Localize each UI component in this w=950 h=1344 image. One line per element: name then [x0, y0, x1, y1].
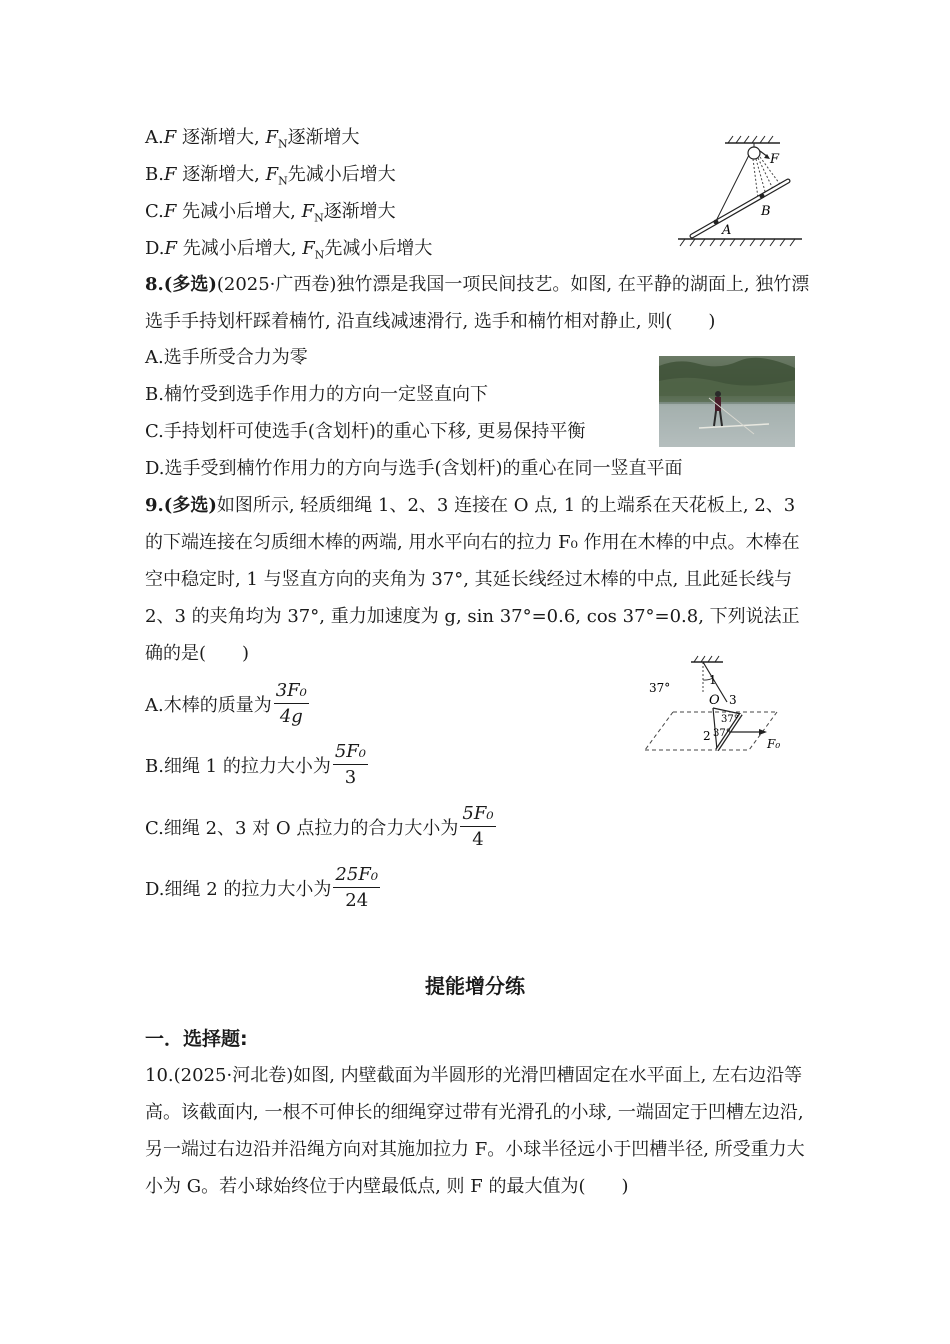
fraction: $\frac{\text{5F₀}}{4}$ — [462, 803, 494, 850]
pulley-icon — [748, 147, 760, 159]
section-heading: 一．选择题: — [145, 1028, 248, 1050]
q8-option-a: A.选手所受合力为零 — [145, 347, 308, 368]
fraction: $\frac{\text{3F₀}}{4g}$ — [275, 680, 307, 727]
q7-option-a: A.F 逐渐增大, $F_N$逐渐增大 — [145, 127, 360, 151]
q7-option-d: D.F 先减小后增大, $F_N$先减小后增大 — [145, 238, 433, 262]
q9-option-d: D.细绳 2 的拉力大小为 $\frac{\text{25F₀}}{24}$ — [145, 864, 379, 911]
label-rope-2: 2 — [703, 729, 711, 743]
label-rope-1: 1 — [709, 673, 717, 687]
q10-stem: 10.(2025·河北卷)如图, 内壁截面为半圆形的光滑凹槽固定在水平面上, 左右边沿等高。该截面内, 一根不可伸长的细绳穿过带有光滑孔的小球, 一端固定于凹槽左边沿, 另一端过右边沿并沿绳方向对其施加拉力 F。小球半径远小于凹槽半径, 所受重力大小为 G。若小球始终位于内壁最低点, 则 F 的最大值为( ) — [145, 1065, 805, 1197]
q9-option-a: A.木棒的质量为 $\frac{\text{3F₀}}{4g}$ — [145, 680, 307, 727]
ceiling-hatch — [694, 656, 719, 662]
label-rope-3: 3 — [729, 693, 737, 707]
q7-option-c: C.F 先减小后增大, $F_N$逐渐增大 — [145, 201, 396, 225]
q9-option-b: B.细绳 1 的拉力大小为 $\frac{\text{5F₀}}{3}$ — [145, 741, 367, 788]
section-title: 提能增分练 — [425, 974, 525, 998]
q8-option-c: C.手持划杆可使选手(含划杆)的重心下移, 更易保持平衡 — [145, 421, 586, 442]
q7-figure — [670, 133, 810, 248]
q8-option-d: D.选手受到楠竹作用力的方向与选手(含划杆)的重心在同一竖直平面 — [145, 458, 683, 479]
point-A — [714, 220, 719, 225]
point-B — [760, 194, 765, 199]
q9-option-c: C.细绳 2、3 对 O 点拉力的合力大小为 $\frac{\text{5F₀}}{4}$ — [145, 803, 494, 850]
fraction: $\frac{\text{25F₀}}{24}$ — [335, 864, 379, 911]
label-B: B — [761, 204, 771, 219]
q7-option-b: B.F 逐渐增大, $F_N$先减小后增大 — [145, 164, 396, 188]
ceiling-hatch — [728, 136, 773, 143]
label-angle-a: 37° — [721, 714, 739, 725]
q8-option-b: B.楠竹受到选手作用力的方向一定竖直向下 — [145, 384, 488, 405]
label-angle-b: 37° — [713, 728, 731, 739]
q9-figure — [643, 652, 793, 758]
label-F0: F₀ — [767, 737, 781, 751]
q9-stem: 9.(多选)如图所示, 轻质细绳 1、2、3 连接在 O 点, 1 的上端系在天花板上, 2、3 的下端连接在匀质细木棒的两端, 用水平向右的拉力 F₀ 作用在木棒的中点。木棒在空中稳定时, 1 与竖直方向的夹角为 37°, 其延长线经过木棒的中点, 且此延长线与 2、3 的夹角均为 37°, 重力加速度为 g, sin 37°=0.6, cos 37°=0.8, 下列说法正确的是( ) — [145, 495, 800, 664]
fraction: $\frac{\text{5F₀}}{3}$ — [334, 741, 367, 788]
q8-stem: 8.(多选)(2025·广西卷)独竹漂是我国一项民间技艺。如图, 在平静的湖面上, 独竹漂选手手持划杆踩着楠竹, 沿直线减速滑行, 选手和楠竹相对静止, 则( ) — [145, 274, 810, 332]
q8-photo — [659, 356, 795, 447]
dashed-plane — [645, 712, 777, 750]
label-F: F — [770, 152, 780, 167]
label-A: A — [722, 223, 732, 238]
ground-hatch — [680, 239, 795, 246]
label-O: O — [709, 693, 720, 708]
label-angle-37: 37° — [649, 681, 671, 695]
